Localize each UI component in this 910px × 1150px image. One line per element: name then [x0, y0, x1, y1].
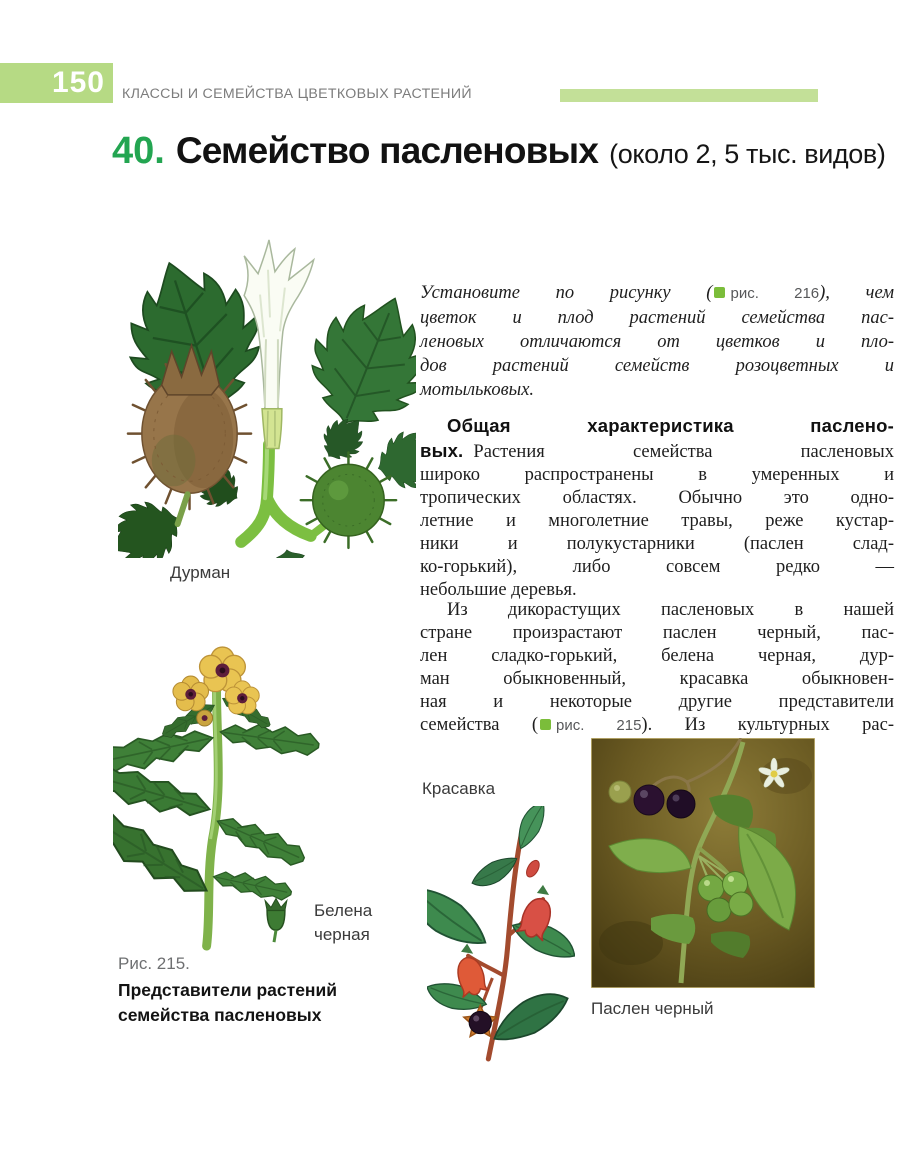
figure-ref-label: рис. 215: [556, 717, 642, 734]
text-line: ман обыкновенный, красавка обыкновен-: [420, 669, 894, 689]
text-line: Из дикорастущих пасленовых в нашей: [447, 600, 894, 620]
text-line: тропических областях. Обычно это одно-: [420, 488, 894, 508]
henbane-caption: Белена черная: [314, 901, 373, 944]
datura-illustration: [118, 200, 416, 558]
text-line: [420, 414, 894, 439]
henbane-illustration: [113, 611, 321, 953]
text-line: леновых отличаются от цветков и пло-: [420, 332, 894, 352]
run-in-heading: Общая характеристика паслено-: [447, 415, 894, 436]
datura-caption: Дурман: [170, 563, 231, 582]
section-number: 40.: [112, 130, 165, 172]
section-title: [112, 130, 885, 173]
figure-number: Рис. 215.: [118, 954, 190, 973]
figure-caption: Представители растений семейства пасленовых: [118, 980, 338, 1025]
text-line: [420, 714, 894, 737]
text-line: летние и многолетние травы, реже кустар-: [420, 511, 894, 531]
text-line: небольшие деревья.: [420, 580, 577, 600]
text-line: ная и некоторые другие представители: [420, 692, 894, 712]
text-line: дов растений семейств розоцветных и: [420, 356, 894, 376]
belladonna-caption: Красавка: [422, 779, 496, 798]
text-line: мотыльковых.: [420, 380, 535, 400]
intro-question-paragraph: [420, 281, 894, 402]
page-number-badge: 150: [0, 63, 113, 103]
general-characteristics-paragraph: [420, 414, 894, 602]
figure-ref-square-icon: [540, 719, 551, 730]
text-line: лен сладко-горький, белена черная, дур-: [420, 646, 894, 666]
text-line: широко распространены в умеренных и: [420, 465, 894, 485]
figure-ref-square-icon: [714, 287, 725, 298]
text-run: Установите по рисунку (: [420, 283, 713, 303]
figure-ref-label: рис. 216: [730, 285, 820, 302]
text-line: цветок и плод растений семейства пас-: [420, 308, 894, 328]
henbane-seed-capsule: [265, 898, 287, 942]
text-run: семейства (: [420, 715, 539, 735]
running-head: КЛАССЫ И СЕМЕЙСТВА ЦВЕТКОВЫХ РАСТЕНИЙ: [122, 86, 472, 102]
nightshade-caption: Паслен черный: [591, 999, 714, 1018]
text-run: ). Из культурных рас-: [641, 715, 894, 735]
wild-species-paragraph: [420, 599, 894, 737]
header-green-bar: [560, 89, 818, 102]
belladonna-illustration: [427, 806, 575, 1064]
section-title-text: Семейство пасленовых: [175, 130, 599, 171]
text-line: [420, 281, 894, 306]
text-line: ники и полукустарники (паслен слад-: [420, 534, 894, 554]
run-in-heading: вых.: [420, 440, 464, 461]
black-nightshade-photo: [591, 738, 815, 988]
text-run: ), чем: [819, 283, 894, 303]
text-line: ко-горький), либо совсем редко —: [420, 557, 894, 577]
text-line: стране произрастают паслен черный, пас-: [420, 623, 894, 643]
text-run: Растения семейства пасленовых: [473, 442, 894, 462]
text-line: [420, 439, 894, 464]
section-title-subtitle: (около 2, 5 тыс. видов): [609, 139, 886, 169]
